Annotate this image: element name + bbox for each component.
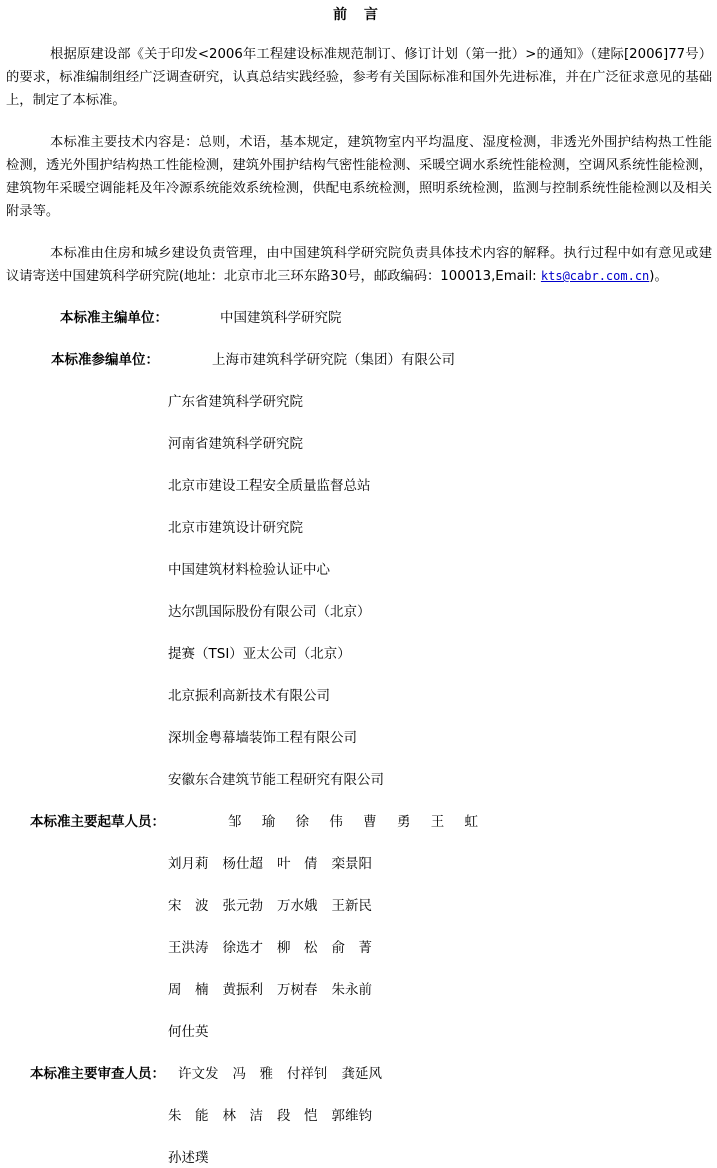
chief-unit-label: 本标准主编单位： (60, 310, 168, 326)
person-name: 张元勃 (222, 898, 263, 914)
participating-unit-item: 达尔凯国际股份有限公司（北京） (168, 604, 371, 620)
participating-unit-item: 安徽东合建筑节能工程研究有限公司 (168, 772, 384, 788)
person-name: 宋 波 (168, 898, 209, 914)
paragraph-3-end: )。 (649, 269, 668, 284)
drafters-row (168, 854, 386, 874)
participating-unit-item: 中国建筑材料检验认证中心 (168, 562, 330, 578)
person-name: 栾景阳 (331, 856, 372, 872)
person-name: 叶 倩 (277, 856, 318, 872)
person-name: 万树春 (277, 982, 318, 998)
reviewers-label: 本标准主要审查人员： (30, 1066, 165, 1082)
drafters-row (168, 980, 386, 1000)
drafters-first-row: 邹 瑜 徐 伟 曹 勇 王 虹 (228, 814, 487, 830)
paragraph-2: 本标准主要技术内容是：总则，术语，基本规定，建筑物室内平均温度、湿度检测，非透光外围护结构热工性能检测，透光外围护结构热工性能检测，建筑外围护结构气密性能检测、采暖空调水系统性能检测，空调风系统性能检测，建筑物年采暖空调能耗及年冷源系统能效系统检测，供配电系统检测，照明系统检测，监测与控制系统性能检测以及相关附录等。 (6, 135, 712, 219)
participating-units-label: 本标准参编单位： (51, 352, 159, 368)
person-name: 段 恺 (277, 1108, 318, 1124)
drafters-row (168, 1022, 223, 1042)
drafters-row (168, 938, 386, 958)
drafters-row (168, 896, 386, 916)
person-name: 付祥钊 (287, 1066, 328, 1082)
person-name: 周 楠 (168, 982, 209, 998)
participating-unit-first: 上海市建筑科学研究院（集团）有限公司 (212, 352, 455, 368)
email-link[interactable]: kts@cabr.com.cn (540, 269, 650, 283)
paragraph-1: 根据原建设部《关于印发<2006年工程建设标准规范制订、修订计划（第一批）>的通知》（建际[2006]77号）的要求，标准编制组经广泛调查研究，认真总结实践经验，参考有关国际标准和国外先进标准，并在广泛征求意见的基础上，制定了本标准。 (6, 47, 712, 108)
person-name: 龚延风 (341, 1066, 382, 1082)
person-name: 刘月莉 (168, 856, 209, 872)
person-name: 王洪涛 (168, 940, 209, 956)
person-name: 林 洁 (222, 1108, 263, 1124)
person-name: 徐选才 (222, 940, 263, 956)
person-name: 俞 菁 (331, 940, 372, 956)
participating-unit-item: 河南省建筑科学研究院 (168, 436, 303, 452)
reviewers-row (168, 1106, 386, 1126)
participating-unit-item: 广东省建筑科学研究院 (168, 394, 303, 410)
person-name: 万水娥 (277, 898, 318, 914)
person-name: 何仕英 (168, 1024, 209, 1040)
paragraph-3-text: 本标准由住房和城乡建设负责管理，由中国建筑科学研究院负责具体技术内容的解释。执行过程中如有意见或建议请寄送中国建筑科学研究院(地址：北京市北三环东路30号，邮政编码：100013,Email: (6, 246, 712, 284)
paragraph-3 (6, 242, 712, 288)
person-name: 朱 能 (168, 1108, 209, 1124)
person-name: 许文发 (178, 1066, 219, 1082)
person-name: 黄振利 (222, 982, 263, 998)
chief-unit-value: 中国建筑科学研究院 (220, 310, 342, 326)
page-title: 前 言 (333, 7, 384, 23)
participating-unit-item: 北京市建设工程安全质量监督总站 (168, 478, 371, 494)
reviewers-first-row (178, 1064, 396, 1084)
person-name: 柳 松 (277, 940, 318, 956)
participating-unit-item: 北京振利高新技术有限公司 (168, 688, 330, 704)
person-name: 冯 雅 (232, 1066, 273, 1082)
reviewers-row (168, 1148, 223, 1168)
person-name: 杨仕超 (222, 856, 263, 872)
participating-unit-item: 北京市建筑设计研究院 (168, 520, 303, 536)
person-name: 郭维钧 (331, 1108, 372, 1124)
participating-unit-item: 深圳金粤幕墙装饰工程有限公司 (168, 730, 357, 746)
participating-unit-item: 提赛（TSI）亚太公司（北京） (168, 646, 351, 662)
person-name: 朱永前 (331, 982, 372, 998)
person-name: 王新民 (331, 898, 372, 914)
drafters-label: 本标准主要起草人员： (30, 814, 165, 830)
person-name: 孙述璞 (168, 1150, 209, 1166)
